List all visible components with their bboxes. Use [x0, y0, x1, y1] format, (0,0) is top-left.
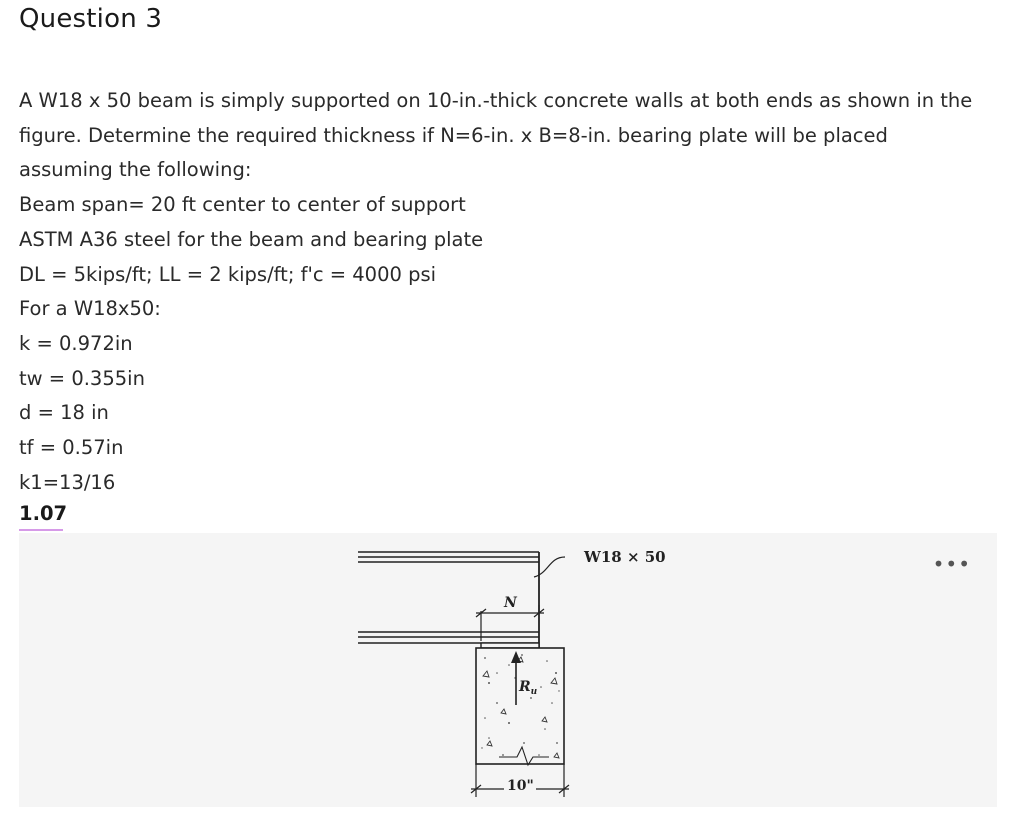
- beam-top-flange: [358, 552, 539, 562]
- figure-panel: [19, 533, 997, 807]
- question-line: assuming the following:: [19, 158, 252, 182]
- wall-dimension-label: 10": [507, 778, 534, 794]
- question-title: Question 3: [19, 4, 163, 34]
- question-line: A W18 x 50 beam is simply supported on 10-in.-thick concrete walls at both ends as shown in the: [19, 89, 973, 112]
- concrete-wall: [476, 648, 564, 764]
- beam-bottom-flange: [358, 632, 539, 643]
- question-line: tf = 0.57in: [19, 436, 124, 460]
- answer-value: 1.07: [19, 502, 68, 525]
- question-line: tw = 0.355in: [19, 366, 145, 390]
- question-line: k = 0.972in: [19, 331, 133, 355]
- question-line: ASTM A36 steel for the beam and bearing plate: [19, 227, 484, 251]
- beam-label: W18 × 50: [584, 548, 666, 566]
- n-label: N: [504, 595, 517, 611]
- question-line: Beam span= 20 ft center to center of support: [19, 193, 466, 217]
- question-line: k1=13/16: [19, 470, 116, 494]
- beam-bearing-diagram: [19, 533, 997, 807]
- question-line: For a W18x50:: [19, 297, 161, 321]
- more-horizontal-icon[interactable]: •••: [932, 552, 971, 576]
- question-line: d = 18 in: [19, 401, 109, 425]
- answer-underline: [19, 529, 63, 531]
- question-body: [19, 84, 1009, 500]
- question-line: figure. Determine the required thickness if N=6-in. x B=8-in. bearing plate will be placed: [19, 123, 888, 147]
- reaction-label: $R_u$: [519, 679, 538, 697]
- question-line: DL = 5kips/ft; LL = 2 kips/ft; f'c = 4000 psi: [19, 262, 437, 286]
